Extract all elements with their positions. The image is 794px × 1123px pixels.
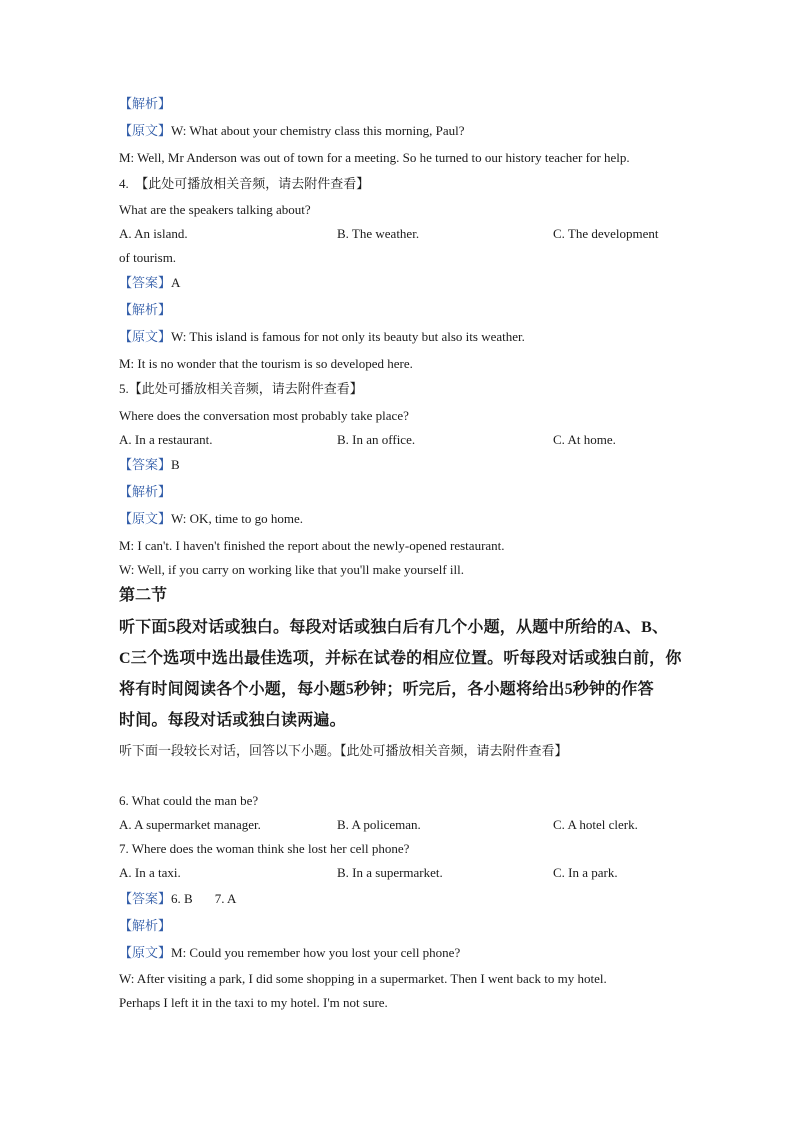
q6-7-dialogue-2: [119, 971, 607, 987]
sub-intro: [119, 743, 568, 759]
q6-7-dialogue-3: [119, 995, 388, 1011]
q5-answer: [119, 457, 180, 473]
q4-answer: [119, 275, 180, 291]
question-5-text: [119, 408, 409, 424]
section-title: 第二节: [119, 587, 168, 604]
question-number: 4.: [119, 176, 129, 191]
dialogue-text: Perhaps I left it in the taxi to my hotel. I'm not sure.: [119, 995, 388, 1010]
dialogue-text: M: Well, Mr Anderson was out of town for a meeting. So he turned to our history teacher for help.: [119, 150, 630, 165]
q5-option-c: C. At home.: [553, 432, 616, 447]
section-instruction-line-2: C三个选项中选出最佳选项，并标在试卷的相应位置。听每段对话或独白前，你: [119, 650, 682, 667]
q4-option-b: B. The weather.: [337, 226, 420, 241]
option-wrap-text: of tourism.: [119, 250, 177, 265]
q5-dialogue-2: [119, 538, 505, 554]
q5-analysis: [119, 484, 171, 500]
q6-option-b: B. A policeman.: [337, 817, 421, 832]
original-tag: 【原文】: [119, 511, 172, 526]
q7-option-b: B. In a supermarket.: [337, 865, 443, 880]
original-text: W: OK, time to go home.: [171, 511, 304, 526]
audio-note: 【此处可播放相关音频，请去附件查看】: [135, 176, 370, 191]
sub-intro-text: 听下面一段较长对话，回答以下小题。【此处可播放相关音频，请去附件查看】: [119, 743, 568, 758]
q6-option-c: C. A hotel clerk.: [553, 817, 638, 832]
section-instruction-line-1: 听下面5段对话或独白。每段对话或独白后有几个小题，从题中所给的A、B、: [119, 619, 669, 636]
dialogue-text: W: Well, if you carry on working like that you'll make yourself ill.: [119, 562, 464, 577]
answer-value: 7. A: [214, 891, 237, 906]
analysis-tag: 【解析】: [119, 96, 172, 111]
audio-note: 【此处可播放相关音频，请去附件查看】: [128, 381, 363, 396]
original-line-prev: [119, 123, 465, 139]
answer-tag: 【答案】: [119, 457, 172, 472]
original-text: W: This island is famous for not only its beauty but also its weather.: [171, 329, 525, 344]
question-text: Where does the conversation most probably take place?: [119, 408, 409, 423]
question-6-text: [119, 793, 258, 809]
original-tag: 【原文】: [119, 329, 172, 344]
section-instruction-line-4: 时间。每段对话或独白读两遍。: [119, 712, 346, 729]
question-text: 6. What could the man be?: [119, 793, 259, 808]
analysis-tag: 【解析】: [119, 302, 172, 317]
dialogue-line: [119, 150, 630, 166]
question-4-header: [119, 176, 369, 192]
question-7-text: [119, 841, 409, 857]
q4-analysis: [119, 302, 171, 318]
q6-7-analysis: [119, 918, 171, 934]
section-instruction-line-3: 将有时间阅读各个小题，每小题5秒钟；听完后，各小题将给出5秒钟的作答: [119, 681, 654, 698]
dialogue-text: M: It is no wonder that the tourism is so developed here.: [119, 356, 413, 371]
dialogue-text: W: After visiting a park, I did some shopping in a supermarket. Then I went back to my hotel.: [119, 971, 607, 986]
dialogue-text: M: I can't. I haven't finished the report about the newly-opened restaurant.: [119, 538, 505, 553]
analysis-tag: 【解析】: [119, 484, 172, 499]
original-text: W: What about your chemistry class this morning, Paul?: [171, 123, 465, 138]
answer-value: 6. B: [171, 891, 193, 906]
q4-dialogue-2: [119, 356, 413, 372]
q6-7-answer: [119, 891, 236, 907]
q4-option-a: A. An island.: [119, 226, 188, 241]
question-text: 7. Where does the woman think she lost her cell phone?: [119, 841, 410, 856]
answer-tag: 【答案】: [119, 275, 172, 290]
answer-value: B: [171, 457, 180, 472]
q4-option-c-wrap: [119, 250, 176, 266]
q6-7-original: [119, 945, 460, 961]
q7-option-c: C. In a park.: [553, 865, 618, 880]
q4-original: [119, 329, 525, 345]
answer-value: A: [171, 275, 181, 290]
analysis-label-prev: [119, 96, 171, 112]
question-text: What are the speakers talking about?: [119, 202, 311, 217]
original-tag: 【原文】: [119, 945, 172, 960]
q4-option-c: C. The development: [553, 226, 659, 241]
original-tag: 【原文】: [119, 123, 172, 138]
q6-option-a: A. A supermarket manager.: [119, 817, 261, 832]
question-4-text: [119, 202, 311, 218]
question-number: 5.: [119, 381, 129, 396]
q5-original: [119, 511, 303, 527]
question-5-header: [119, 381, 363, 397]
q5-option-b: B. In an office.: [337, 432, 416, 447]
q5-dialogue-3: [119, 562, 464, 578]
q7-option-a: A. In a taxi.: [119, 865, 181, 880]
q5-option-a: A. In a restaurant.: [119, 432, 213, 447]
analysis-tag: 【解析】: [119, 918, 172, 933]
answer-tag: 【答案】: [119, 891, 172, 906]
original-text: M: Could you remember how you lost your cell phone?: [171, 945, 461, 960]
